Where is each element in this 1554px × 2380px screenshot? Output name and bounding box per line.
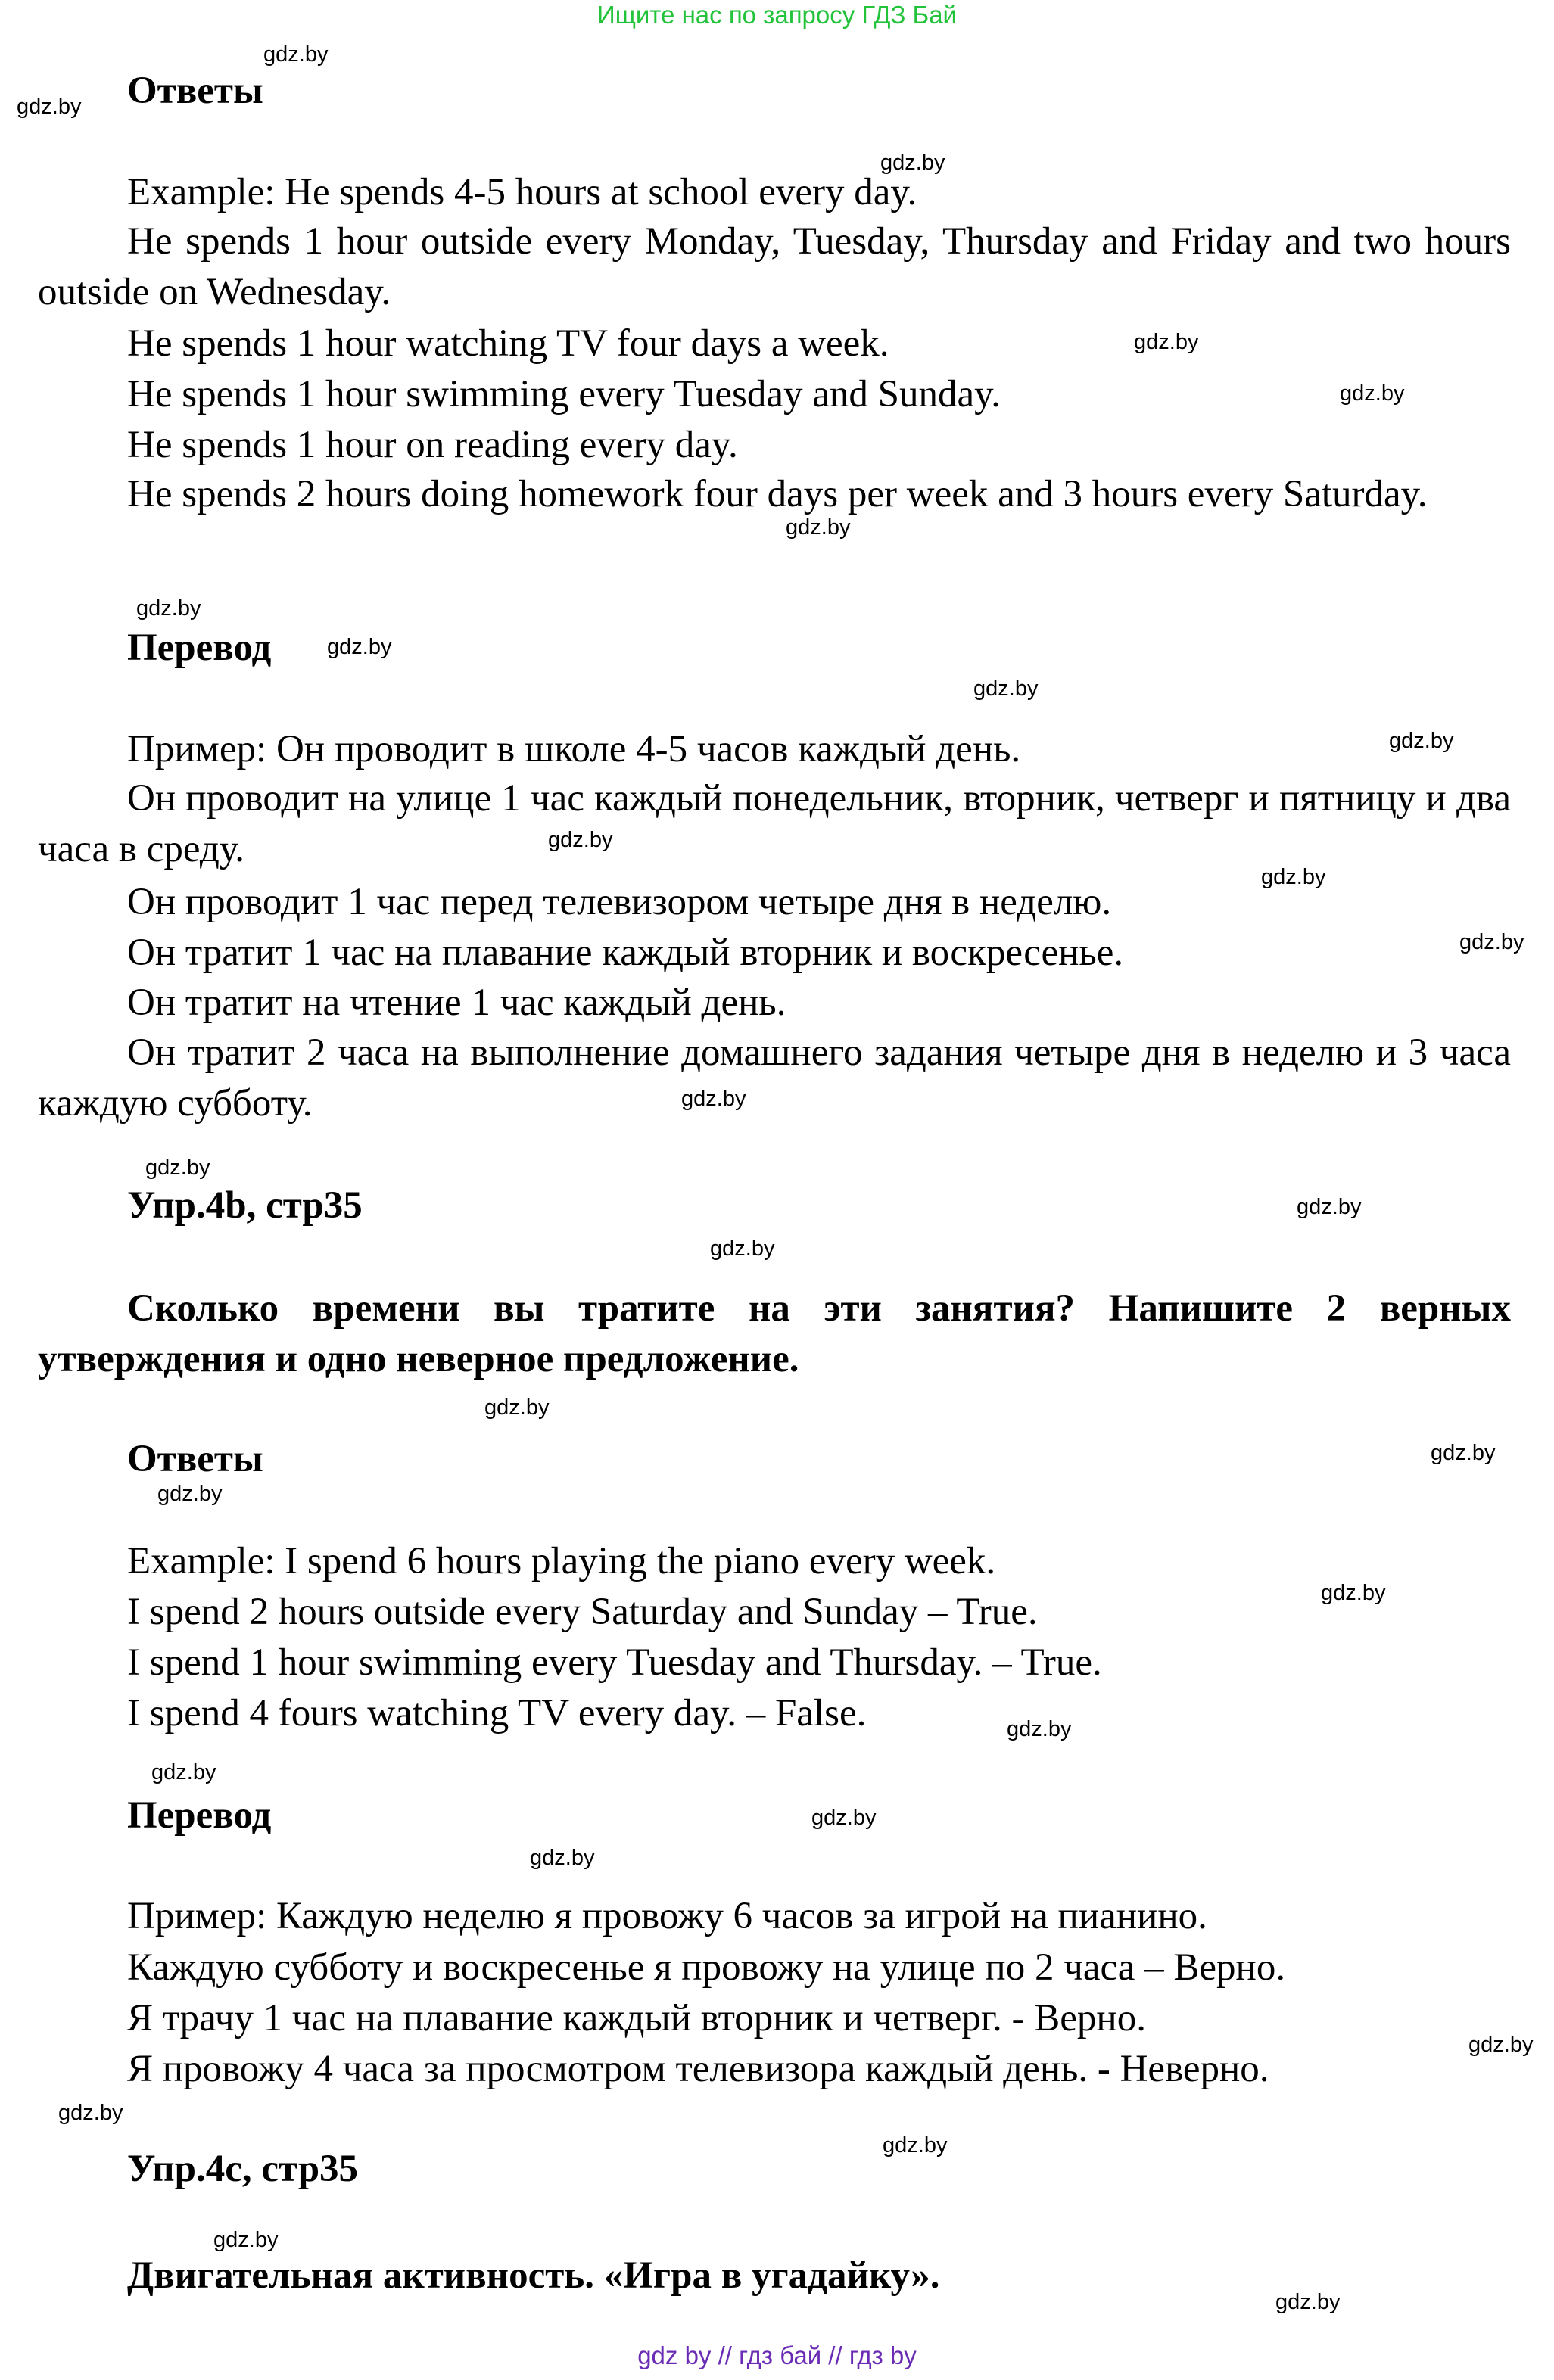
translation-heading-1: Перевод <box>127 627 272 669</box>
exercise-4b-title: Упр.4b, стр35 <box>127 1184 363 1227</box>
watermark: gdz.by <box>1340 381 1405 406</box>
answer-line: He spends 1 hour swimming every Tuesday and Sunday. <box>127 373 1001 415</box>
answer-paragraph: He spends 1 hour outside every Monday, Tuesday, Thursday and Friday and two hours outside on Wednesday. <box>38 220 1511 313</box>
translation-paragraph: Он проводит на улице 1 час каждый понедельник, вторник, четверг и пятницу и два часа в среду. <box>38 777 1511 870</box>
watermark: gdz.by <box>263 42 329 67</box>
translation-line: Я провожу 4 часа за просмотром телевизора каждый день. - Неверно. <box>127 2048 1269 2090</box>
answer-line: I spend 1 hour swimming every Tuesday and Thursday. – True. <box>127 1641 1102 1684</box>
answer-line: Example: I spend 6 hours playing the piano every week. <box>127 1540 996 1582</box>
watermark: gdz.by <box>484 1395 550 1420</box>
watermark: gdz.by <box>1261 865 1326 889</box>
watermark: gdz.by <box>157 1482 223 1506</box>
watermark: gdz.by <box>213 2228 279 2252</box>
watermark: gdz.by <box>681 1087 746 1111</box>
watermark: gdz.by <box>880 151 945 175</box>
watermark: gdz.by <box>58 2101 123 2125</box>
watermark: gdz.by <box>17 95 82 119</box>
watermark: gdz.by <box>136 596 201 621</box>
watermark: gdz.by <box>1321 1581 1386 1605</box>
translation-paragraph: Он тратит 2 часа на выполнение домашнего задания четыре дня в неделю и 3 часа каждую субботу. <box>38 1031 1511 1125</box>
watermark: gdz.by <box>145 1156 210 1180</box>
translation-line: Я трачу 1 час на плавание каждый вторник и четверг. - Верно. <box>127 1997 1146 2039</box>
site-footer[interactable]: gdz by // гдз бай // гдз by <box>637 2341 917 2369</box>
translation-line: Пример: Каждую неделю я провожу 6 часов за игрой на пианино. <box>127 1895 1207 1937</box>
watermark: gdz.by <box>1134 330 1199 354</box>
answer-line: I spend 4 fours watching TV every day. – False. <box>127 1692 867 1734</box>
answer-line: I spend 2 hours outside every Saturday and Sunday – True. <box>127 1591 1038 1633</box>
watermark: gdz.by <box>786 515 851 540</box>
translation-line: Он тратит 1 час на плавание каждый вторник и воскресенье. <box>127 932 1124 974</box>
answer-line: He spends 1 hour watching TV four days a week. <box>127 322 889 365</box>
translation-line: Каждую субботу и воскресенье я провожу на улице по 2 часа – Верно. <box>127 1946 1286 1989</box>
exercise-4b-task: Сколько времени вы тратите на эти занятия? Напишите 2 верных утверждения и одно неверное предложение. <box>38 1287 1511 1380</box>
exercise-4c-task: Двигательная активность. «Игра в угадайку». <box>127 2254 940 2297</box>
watermark: gdz.by <box>1275 2290 1341 2314</box>
watermark: gdz.by <box>1297 1195 1362 1219</box>
translation-heading-2: Перевод <box>127 1794 272 1837</box>
watermark: gdz.by <box>548 828 613 852</box>
watermark: gdz.by <box>530 1846 595 1870</box>
watermark: gdz.by <box>1007 1717 1072 1741</box>
answer-line: Example: He spends 4-5 hours at school every day. <box>127 171 917 213</box>
answer-paragraph: He spends 2 hours doing homework four days per week and 3 hours every Saturday. <box>127 473 1428 515</box>
watermark: gdz.by <box>1389 729 1454 753</box>
exercise-4c-title: Упр.4c, стр35 <box>127 2148 359 2190</box>
watermark: gdz.by <box>973 677 1039 701</box>
answers-heading-2: Ответы <box>127 1438 263 1480</box>
watermark: gdz.by <box>327 635 392 659</box>
translation-line: Пример: Он проводит в школе 4-5 часов каждый день. <box>127 728 1021 770</box>
translation-line: Он проводит 1 час перед телевизором четыре дня в неделю. <box>127 881 1112 923</box>
watermark: gdz.by <box>1459 930 1524 954</box>
watermark: gdz.by <box>883 2133 948 2158</box>
site-banner[interactable]: Ищите нас по запросу ГДЗ Бай <box>597 1 957 29</box>
answer-line: He spends 1 hour on reading every day. <box>127 424 738 466</box>
watermark: gdz.by <box>710 1237 775 1261</box>
watermark: gdz.by <box>1468 2033 1534 2057</box>
watermark: gdz.by <box>811 1806 877 1830</box>
answers-heading-1: Ответы <box>127 70 263 112</box>
translation-line: Он тратит на чтение 1 час каждый день. <box>127 982 786 1024</box>
watermark: gdz.by <box>151 1760 216 1784</box>
watermark: gdz.by <box>1431 1441 1496 1465</box>
